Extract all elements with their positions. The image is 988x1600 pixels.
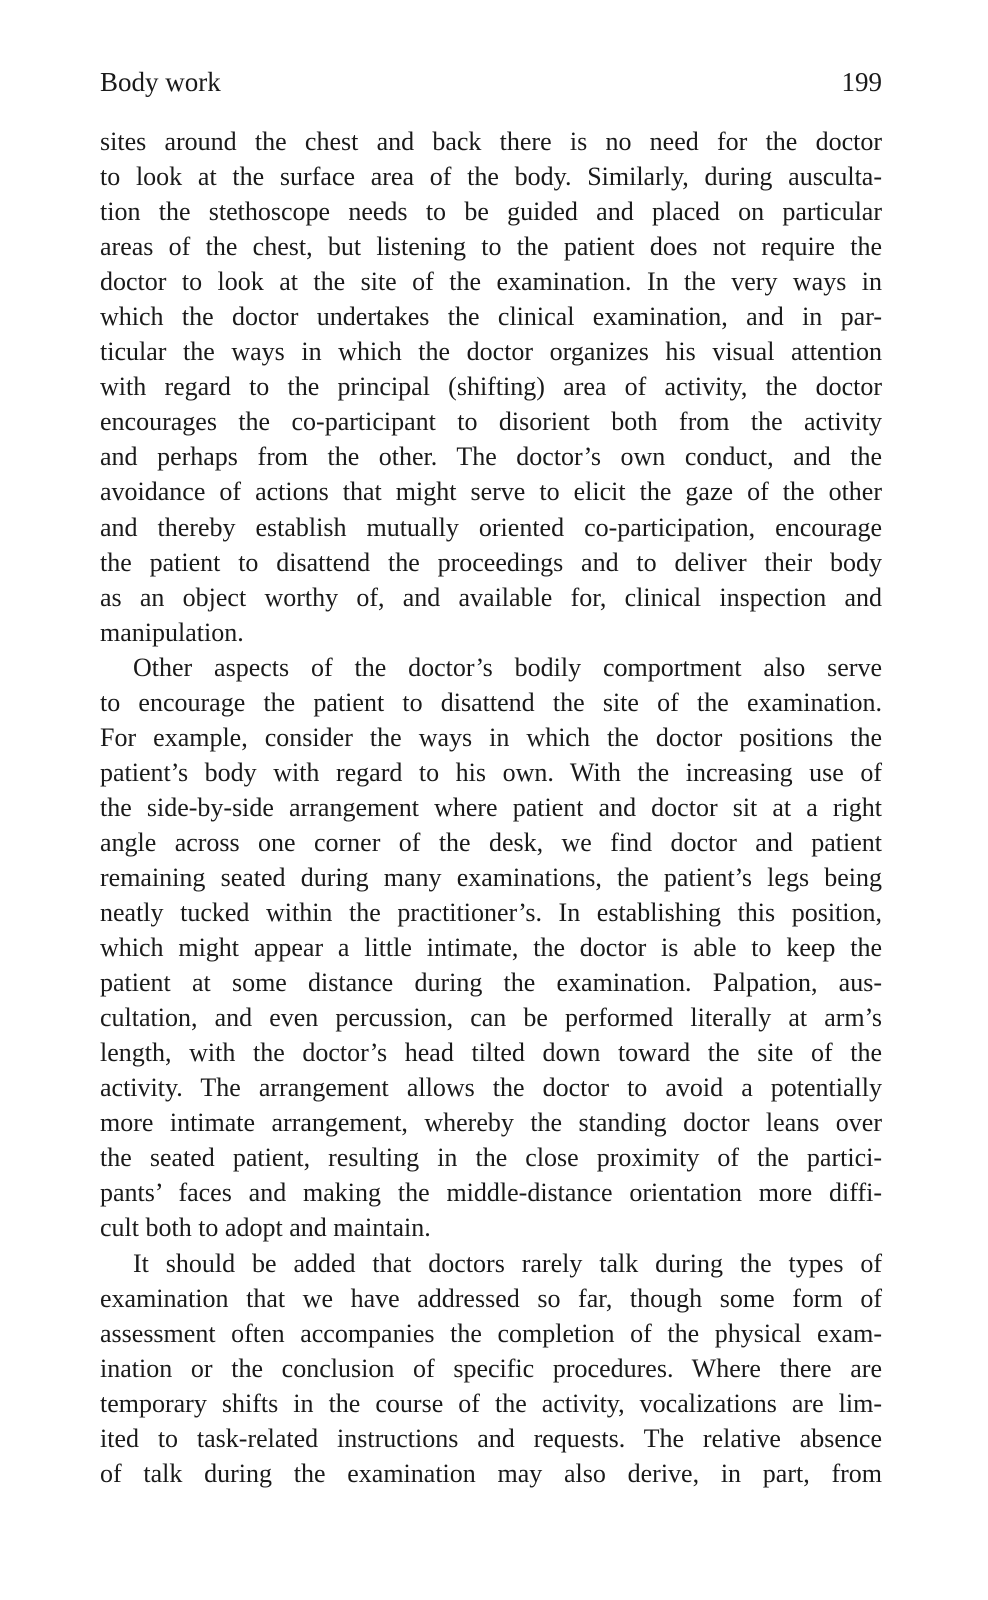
paragraph: [100, 1246, 882, 1491]
text-line: patient’s body with regard to his own. With the increasing use of: [100, 757, 882, 787]
text-line: and thereby establish mutually oriented co-participation, encourage: [100, 512, 882, 542]
text-line: doctor to look at the site of the examination. In the very ways in: [100, 267, 882, 297]
text-line: encourages the co-participant to disorient both from the activity: [100, 407, 882, 437]
text-line: pants’ faces and making the middle-distance orientation more diffi-: [100, 1178, 882, 1208]
text-line: the patient to disattend the proceedings and to deliver their body: [100, 547, 882, 577]
text-line: of talk during the examination may also derive, in part, from: [100, 1458, 882, 1488]
text-line: patient at some distance during the examination. Palpation, aus-: [100, 968, 882, 998]
text-line: and perhaps from the other. The doctor’s own conduct, and the: [100, 442, 882, 472]
text-line: which might appear a little intimate, the doctor is able to keep the: [100, 933, 882, 963]
text-line: with regard to the principal (shifting) area of activity, the doctor: [100, 372, 882, 402]
running-head: [100, 62, 882, 102]
text-line: as an object worthy of, and available for, clinical inspection and: [100, 582, 882, 612]
text-line: cultation, and even percussion, can be performed literally at arm’s: [100, 1003, 882, 1033]
text-line: assessment often accompanies the completion of the physical exam-: [100, 1318, 882, 1348]
text-line: It should be added that doctors rarely talk during the types of: [133, 1248, 882, 1278]
text-line: sites around the chest and back there is no need for the doctor: [100, 127, 882, 156]
text-line: angle across one corner of the desk, we find doctor and patient: [100, 827, 882, 857]
text-line: avoidance of actions that might serve to elicit the gaze of the other: [100, 477, 882, 507]
text-line: neatly tucked within the practitioner’s. In establishing this position,: [100, 898, 882, 928]
text-line: to look at the surface area of the body. Similarly, during ausculta-: [100, 162, 882, 192]
page-number: 199: [841, 67, 882, 97]
text-line: areas of the chest, but listening to the patient does not require the: [100, 232, 882, 262]
text-line: ination or the conclusion of specific procedures. Where there are: [100, 1353, 882, 1383]
text-line: activity. The arrangement allows the doctor to avoid a potentially: [100, 1073, 882, 1103]
running-title: Body work: [100, 67, 221, 97]
text-line: which the doctor undertakes the clinical examination, and in par-: [100, 302, 882, 332]
text-line: more intimate arrangement, whereby the standing doctor leans over: [100, 1108, 882, 1138]
text-line: For example, consider the ways in which the doctor positions the: [100, 722, 882, 752]
text-line: tion the stethoscope needs to be guided and placed on particular: [100, 197, 882, 227]
text-line: the seated patient, resulting in the close proximity of the partici-: [100, 1143, 882, 1173]
text-line: remaining seated during many examinations, the patient’s legs being: [100, 862, 882, 892]
text-line: cult both to adopt and maintain.: [100, 1213, 431, 1243]
text-line: temporary shifts in the course of the activity, vocalizations are lim-: [100, 1388, 882, 1418]
text-line: length, with the doctor’s head tilted down toward the site of the: [100, 1038, 882, 1068]
body-text: [100, 124, 882, 1491]
text-line: ticular the ways in which the doctor organizes his visual attention: [100, 337, 882, 367]
text-line: ited to task-related instructions and requests. The relative absence: [100, 1423, 882, 1453]
paragraph: [100, 124, 882, 650]
paragraph: [100, 650, 882, 1246]
text-line: to encourage the patient to disattend the site of the examination.: [100, 687, 882, 717]
text-line: the side-by-side arrangement where patient and doctor sit at a right: [100, 792, 882, 822]
text-line: examination that we have addressed so far, though some form of: [100, 1283, 882, 1313]
text-line: manipulation.: [100, 617, 244, 647]
text-line: Other aspects of the doctor’s bodily comportment also serve: [133, 652, 882, 682]
book-page: [100, 0, 882, 1600]
